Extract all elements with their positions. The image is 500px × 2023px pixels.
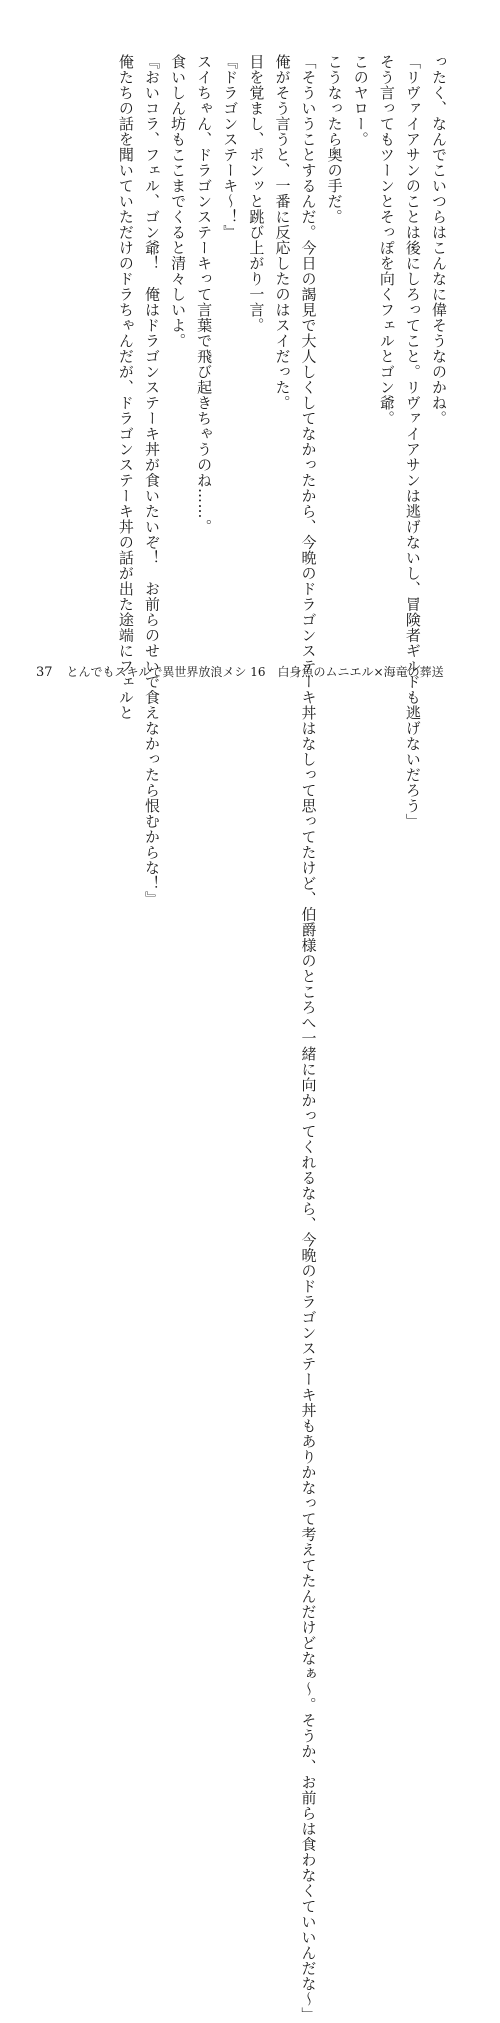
- text-line: 俺たちの話を聞いていただけのドラちゃんだが、ドラゴンステーキ丼の話が出た途端にフェルと: [116, 54, 135, 721]
- text-line: ったく、なんでこいつらはこんなに偉そうなのかね。: [430, 54, 448, 426]
- text-line: そう言ってもツーンとそっぽを向くフェルとゴン爺。: [377, 54, 396, 426]
- text-line: 目を覚まし、ポンッと跳び上がり一言。: [247, 54, 266, 333]
- text-line: 「リヴァイアサンのことは後にしろってこと。リヴァイアサンは逃げないし、冒険者ギルドも逃げないだろう」: [403, 54, 422, 829]
- text-line: このヤロー。: [351, 54, 370, 147]
- text-line: 「そういうことするんだ。今日の謁見で大人しくしてなかったから、今晩のドラゴンステーキ丼はなしって思ってたけど、伯爵様のところへ一緒に向かってくれるなら、今晩のドラゴンステーキ丼もありかなって考えてたんだけどなぁ～。そうか、お前らは食わなくていいんだな～」: [299, 54, 318, 2023]
- page-footer: [36, 663, 476, 683]
- running-title: とんでもスキルで異世界放浪メシ 16 白身魚のムニエル×海竜の葬送: [66, 665, 444, 679]
- text-line: 『ドラゴンステーキ～！』: [221, 54, 240, 240]
- text-line: 『おいコラ、フェル、ゴン爺！ 俺はドラゴンステーキ丼が食いたいぞ！ お前らのせいで食えなかったら恨むからな！』: [142, 54, 161, 907]
- text-line: 俺がそう言うと、一番に反応したのはスイだった。: [273, 54, 292, 411]
- text-line: 食いしん坊もここまでくると清々しいよ。: [169, 54, 188, 349]
- text-line: スイちゃん、ドラゴンステーキって言葉で飛び起きちゃうのね……。: [195, 54, 214, 535]
- text-line: こうなったら奥の手だ。: [325, 54, 344, 225]
- page-number: 37: [36, 665, 53, 680]
